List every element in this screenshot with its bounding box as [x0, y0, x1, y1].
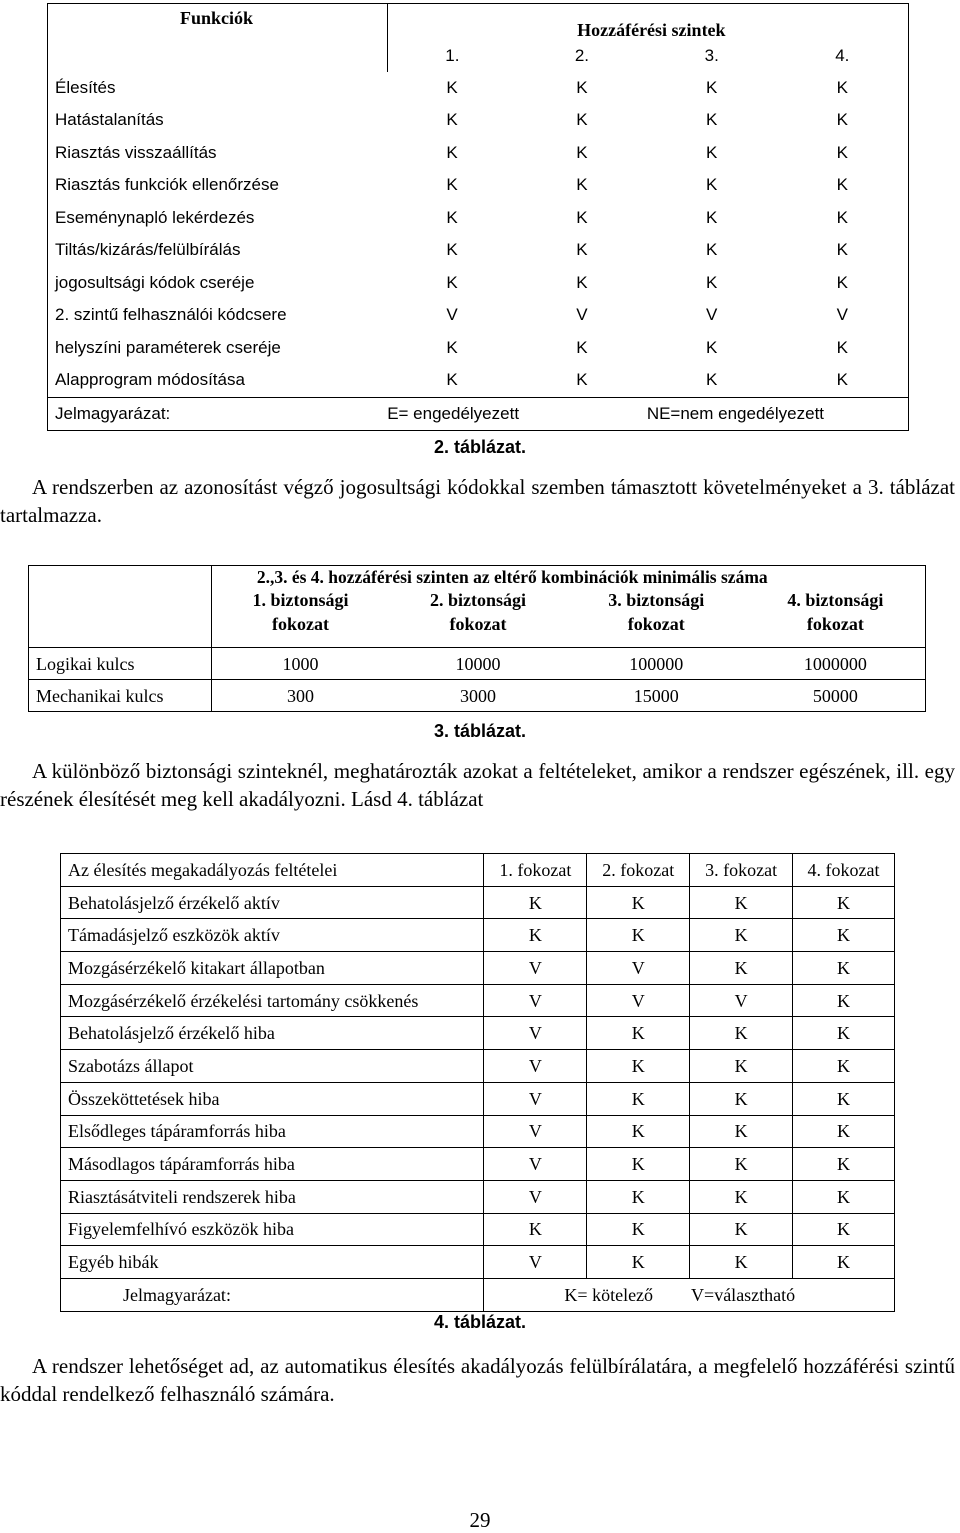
grade-2-header: 2. biztonsági fokozat [429, 589, 526, 634]
legend-row [48, 397, 909, 430]
legend-optional: V=választható [691, 1284, 796, 1305]
cell-value: V [484, 1148, 587, 1181]
cell-value: V [484, 1050, 587, 1083]
table-2-caption: 2. táblázat. [433, 437, 527, 457]
grade-header: 2. fokozat [587, 854, 690, 887]
cell-value: K [587, 886, 690, 919]
table-row [48, 299, 909, 332]
cell-value: 50000 [746, 680, 926, 712]
cell-value: K [576, 142, 588, 162]
level-number: 1. [445, 45, 460, 65]
row-label: Hatástalanítás [55, 110, 164, 130]
cell-value: K [793, 984, 895, 1017]
cell-value: K [793, 952, 895, 985]
cell-value: K [587, 1148, 690, 1181]
cell-value: K [484, 886, 587, 919]
cell-value: 1000000 [746, 648, 926, 680]
cell-value: K [690, 1115, 793, 1148]
functions-header: Funkciók [48, 4, 388, 40]
table-row [61, 1082, 895, 1115]
row-label: Behatolásjelző érzékelő aktív [61, 886, 484, 919]
cell-value: V [484, 1017, 587, 1050]
paragraph-1-text: A rendszerben az azonosítást végző jogosultsági kódokkal szemben támasztott követelményeket a 3. táblázat tartalmazza. [0, 475, 955, 527]
cell-value: 10000 [389, 648, 567, 680]
table-row [48, 72, 909, 105]
cell-value: K [793, 1017, 895, 1050]
page-number: 29 [469, 1508, 491, 1532]
table-row [29, 680, 926, 712]
cell-value: K [690, 1050, 793, 1083]
cell-value: V [484, 1246, 587, 1279]
cell-value: 300 [211, 680, 389, 712]
table-row [61, 1213, 895, 1246]
cell-value: K [446, 240, 458, 260]
cell-value: K [576, 110, 588, 130]
cell-value: 1000 [211, 648, 389, 680]
cell-value: K [690, 1082, 793, 1115]
table-4-header-row [61, 854, 895, 887]
cell-value: 3000 [389, 680, 567, 712]
cell-value: K [706, 110, 718, 130]
row-label: jogosultsági kódok cseréje [55, 272, 255, 292]
cell-value: K [836, 272, 848, 292]
table-row [48, 202, 909, 235]
cell-value: V [484, 984, 587, 1017]
row-label: Mozgásérzékelő kitakart állapotban [61, 952, 484, 985]
cell-value: K [690, 1246, 793, 1279]
cell-value: K [446, 175, 458, 195]
cell-value: V [484, 1180, 587, 1213]
cell-value: K [706, 142, 718, 162]
cell-value: K [793, 1148, 895, 1181]
row-label: Behatolásjelző érzékelő hiba [61, 1017, 484, 1050]
row-label: Riasztás funkciók ellenőrzése [55, 175, 279, 195]
paragraph-2-text: A különböző biztonsági szinteknél, meghatározták azokat a feltételeket, amikor a rendszer egészének, ill. egy részének élesítését meg kell akadályozni. Lásd 4. táblázat [0, 759, 955, 811]
table-4-caption: 4. táblázat. [433, 1312, 527, 1332]
table-row [29, 648, 926, 680]
row-label: Alapprogram módosítása [55, 370, 245, 390]
cell-value: K [587, 1246, 690, 1279]
cell-value: K [690, 1180, 793, 1213]
cell-value: K [706, 370, 718, 390]
legend-mandatory: K= kötelező [564, 1284, 654, 1305]
cell-value: K [587, 1213, 690, 1246]
row-label: Egyéb hibák [61, 1246, 484, 1279]
cell-value: V [587, 952, 690, 985]
row-label: helyszíni paraméterek cseréje [55, 337, 281, 357]
cell-value: K [446, 337, 458, 357]
cell-value: K [587, 919, 690, 952]
table-row [61, 952, 895, 985]
cell-value: K [793, 1213, 895, 1246]
cell-value: V [484, 1082, 587, 1115]
table-row [48, 332, 909, 365]
cell-value: V [484, 1115, 587, 1148]
combinations-header: 2.,3. és 4. hozzáférési szinten az eltérő kombinációk minimális száma [256, 566, 768, 587]
cell-value: K [576, 175, 588, 195]
cell-value: K [446, 272, 458, 292]
cell-value: K [836, 240, 848, 260]
cell-value: K [690, 1017, 793, 1050]
cell-value: K [706, 337, 718, 357]
table-row [61, 886, 895, 919]
cell-value: K [793, 1082, 895, 1115]
table-row [48, 364, 909, 397]
cell-value: K [706, 175, 718, 195]
cell-value: K [446, 110, 458, 130]
legend-not-allowed: NE=nem engedélyezett [647, 397, 909, 430]
grade-header: 3. fokozat [690, 854, 793, 887]
cell-value: K [690, 1213, 793, 1246]
cell-value: K [587, 1115, 690, 1148]
cell-value: V [484, 952, 587, 985]
cell-value: K [690, 886, 793, 919]
grade-4-header: 4. biztonsági fokozat [787, 589, 884, 634]
cell-value: V [706, 305, 718, 325]
legend-label: Jelmagyarázat: [48, 397, 388, 430]
paragraph-2 [0, 757, 955, 813]
row-label: Riasztásátviteli rendszerek hiba [61, 1180, 484, 1213]
row-label: Másodlagos tápáramforrás hiba [61, 1148, 484, 1181]
cell-value: K [690, 952, 793, 985]
cell-value: K [836, 337, 848, 357]
row-label: 2. szintű felhasználói kódcsere [55, 305, 287, 325]
access-levels-header: Hozzáférési szintek [577, 19, 726, 40]
grade-header: 4. fokozat [793, 854, 895, 887]
paragraph-1 [0, 473, 955, 529]
cell-value: K [576, 337, 588, 357]
cell-value: K [484, 1213, 587, 1246]
table-row [48, 267, 909, 300]
cell-value: K [836, 370, 848, 390]
cell-value: V [836, 305, 848, 325]
grade-3-header: 3. biztonsági fokozat [608, 589, 705, 634]
row-label: Összeköttetések hiba [61, 1082, 484, 1115]
table-3-caption: 3. táblázat. [433, 721, 527, 741]
row-label: Riasztás visszaállítás [55, 142, 217, 162]
cell-value: V [576, 305, 588, 325]
table-row [61, 919, 895, 952]
cell-value: K [587, 1082, 690, 1115]
cell-value: K [446, 207, 458, 227]
cell-value: 100000 [567, 648, 746, 680]
cell-value: V [690, 984, 793, 1017]
cell-value: K [836, 110, 848, 130]
table-row [48, 137, 909, 170]
cell-value: K [576, 370, 588, 390]
grade-1-header: 1. biztonsági fokozat [252, 589, 349, 634]
row-label: Eseménynapló lekérdezés [55, 207, 255, 227]
row-label: Mozgásérzékelő érzékelési tartomány csökkenés [61, 984, 484, 1017]
level-number: 3. [704, 45, 719, 65]
cell-value: K [793, 1115, 895, 1148]
cell-value: K [576, 272, 588, 292]
key-combinations-table [28, 565, 926, 712]
row-label: Támadásjelző eszközök aktív [61, 919, 484, 952]
table-row [61, 1017, 895, 1050]
cell-value: K [446, 370, 458, 390]
cell-value: K [793, 1050, 895, 1083]
row-label: Elsődleges tápáramforrás hiba [61, 1115, 484, 1148]
cell-value: K [587, 1050, 690, 1083]
cell-value: K [836, 77, 848, 97]
cell-value: K [793, 886, 895, 919]
table-row [48, 169, 909, 202]
cell-value: K [706, 77, 718, 97]
cell-value: V [446, 305, 458, 325]
cell-value: K [836, 142, 848, 162]
cell-value: K [836, 175, 848, 195]
cell-value: K [587, 1017, 690, 1050]
level-number: 4. [835, 45, 850, 65]
paragraph-3 [0, 1352, 955, 1408]
cell-value: K [576, 207, 588, 227]
legend-label: Jelmagyarázat: [61, 1278, 484, 1311]
cell-value: K [576, 240, 588, 260]
row-label: Tiltás/kizárás/felülbírálás [55, 240, 241, 260]
table-row [61, 1148, 895, 1181]
cell-value: K [690, 919, 793, 952]
cell-value: K [706, 272, 718, 292]
row-label: Szabotázs állapot [61, 1050, 484, 1083]
row-label: Figyelemfelhívó eszközök hiba [61, 1213, 484, 1246]
cell-value: K [446, 142, 458, 162]
legend-values [484, 1278, 895, 1311]
cell-value: K [706, 207, 718, 227]
access-levels-table [47, 3, 909, 431]
cell-value: K [793, 919, 895, 952]
level-number: 2. [574, 45, 589, 65]
paragraph-3-text: A rendszer lehetőséget ad, az automatikus élesítés akadályozás felülbírálatára, a megfelelő hozzáférési szintű kóddal rendelkező felhasználó számára. [0, 1354, 955, 1406]
table-row [61, 1115, 895, 1148]
cell-value: K [690, 1148, 793, 1181]
cell-value: K [793, 1246, 895, 1279]
arming-prevention-table [60, 853, 895, 1312]
cell-value: K [706, 240, 718, 260]
table-row [48, 104, 909, 137]
cell-value: K [587, 1180, 690, 1213]
table-row [61, 1246, 895, 1279]
levels-row [48, 40, 909, 72]
legend-allowed: E= engedélyezett [387, 397, 647, 430]
conditions-header: Az élesítés megakadályozás feltételei [61, 854, 484, 887]
cell-value: K [793, 1180, 895, 1213]
cell-value: K [576, 77, 588, 97]
cell-value: K [484, 919, 587, 952]
table-row [48, 234, 909, 267]
cell-value: V [587, 984, 690, 1017]
row-label: Élesítés [55, 77, 116, 97]
grade-header: 1. fokozat [484, 854, 587, 887]
cell-value: K [446, 77, 458, 97]
table-row [61, 1180, 895, 1213]
legend-row [61, 1278, 895, 1311]
table-row [61, 1050, 895, 1083]
row-label: Mechanikai kulcs [29, 680, 212, 712]
cell-value: 15000 [567, 680, 746, 712]
row-label: Logikai kulcs [29, 648, 212, 680]
table-row [61, 984, 895, 1017]
cell-value: K [836, 207, 848, 227]
